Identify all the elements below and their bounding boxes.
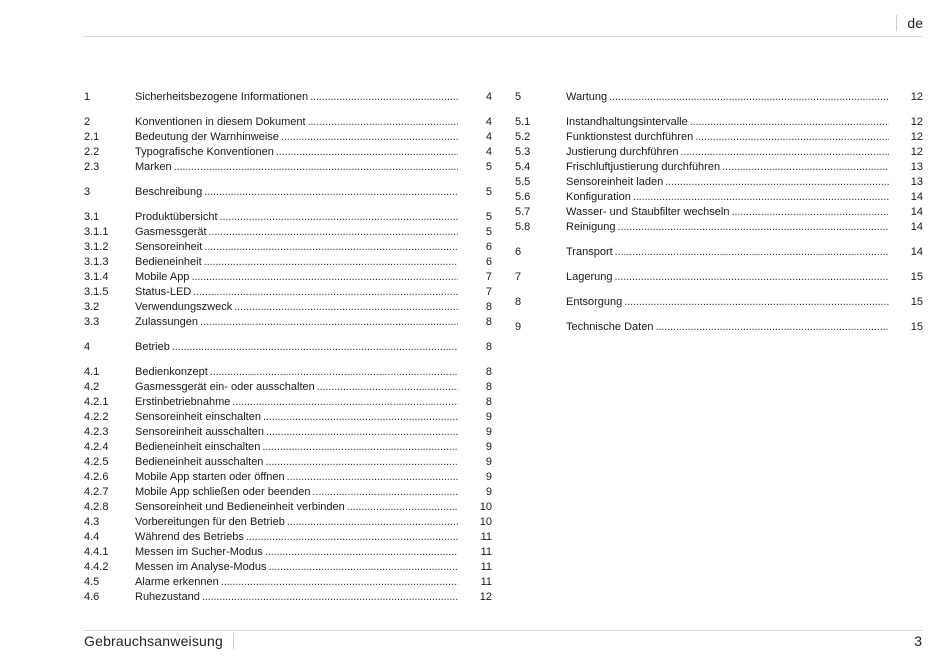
toc-entry-page: 5 <box>485 186 492 198</box>
toc-dot-leader <box>276 145 458 160</box>
toc-entry-title: Vorbereitungen für den Betrieb <box>135 516 285 528</box>
toc-entry-title-wrap <box>135 470 458 485</box>
toc-entry[interactable] <box>515 270 923 285</box>
toc-entry-title: Instandhaltungsintervalle <box>566 116 688 128</box>
toc-entry-title-wrap <box>135 340 458 355</box>
toc-entry[interactable] <box>84 530 492 545</box>
toc-dot-leader <box>204 255 458 270</box>
toc-entry-title-wrap <box>135 90 458 105</box>
toc-entry-number: 5.5 <box>515 176 531 188</box>
toc-dot-leader <box>317 380 458 395</box>
toc-entry[interactable] <box>515 220 923 235</box>
toc-entry-title: Messen im Sucher-Modus <box>135 546 263 558</box>
toc-dot-leader <box>313 485 458 500</box>
toc-entry-title: Bedieneinheit ausschalten <box>135 456 264 468</box>
toc-entry[interactable] <box>84 115 492 130</box>
toc-entry-number: 3.1.4 <box>84 271 109 283</box>
language-label: de <box>896 15 923 31</box>
toc-entry-page: 12 <box>910 116 923 128</box>
toc-entry-title-wrap <box>566 205 889 220</box>
toc-entry-title-wrap <box>135 590 458 605</box>
toc-dot-leader <box>210 365 458 380</box>
toc-entry-title-wrap <box>135 315 458 330</box>
toc-dot-leader <box>347 500 458 515</box>
toc-entry[interactable] <box>84 455 492 470</box>
toc-entry-page: 10 <box>479 501 492 513</box>
toc-entry-title-wrap <box>566 190 889 205</box>
toc-entry-title: Technische Daten <box>566 321 654 333</box>
toc-entry-title-wrap <box>135 255 458 270</box>
toc-entry-title: Sensoreinheit einschalten <box>135 411 261 423</box>
toc-entry-page: 4 <box>485 146 492 158</box>
toc-entry-title-wrap <box>135 560 458 575</box>
toc-entry-title: Frischluftjustierung durchführen <box>566 161 721 173</box>
toc-entry-page: 10 <box>479 516 492 528</box>
toc-entry-number: 9 <box>515 321 522 333</box>
toc-dot-leader <box>615 245 889 260</box>
toc-dot-leader <box>262 440 458 455</box>
toc-entry-title: Betrieb <box>135 341 170 353</box>
toc-entry-number: 3.1 <box>84 211 100 223</box>
toc-entry-title: Mobile App schließen oder beenden <box>135 486 311 498</box>
toc-entry-page: 15 <box>910 321 923 333</box>
toc-entry-title: Konventionen in diesem Dokument <box>135 116 306 128</box>
toc-entry-title: Lagerung <box>566 271 613 283</box>
toc-entry-page: 4 <box>485 131 492 143</box>
toc-entry[interactable] <box>84 425 492 440</box>
toc-entry-number: 1 <box>84 91 91 103</box>
toc-entry-title-wrap <box>566 295 889 310</box>
toc-entry-page: 9 <box>485 441 492 453</box>
toc-entry[interactable] <box>84 185 492 200</box>
toc-entry-title: Wasser- und Staubfilter wechseln <box>566 206 730 218</box>
toc-entry-number: 4.5 <box>84 576 100 588</box>
toc-entry-number: 3.1.3 <box>84 256 109 268</box>
toc-entry-page: 8 <box>485 301 492 313</box>
toc-entry[interactable] <box>84 340 492 355</box>
toc-entry-title: Ruhezustand <box>135 591 200 603</box>
toc-entry-page: 12 <box>910 146 923 158</box>
toc-entry-title-wrap <box>135 365 458 380</box>
toc-dot-leader <box>172 340 458 355</box>
toc-dot-leader <box>221 575 458 590</box>
toc-entry[interactable] <box>84 90 492 105</box>
toc-entry[interactable] <box>84 440 492 455</box>
toc-entry[interactable] <box>515 190 923 205</box>
toc-entry-title-wrap <box>566 175 889 190</box>
toc-dot-leader <box>281 130 458 145</box>
toc-entry[interactable] <box>84 315 492 330</box>
toc-entry-title-wrap <box>135 210 458 225</box>
toc-entry-page: 6 <box>485 241 492 253</box>
toc-entry-title-wrap <box>566 320 889 335</box>
toc-dot-leader <box>191 270 458 285</box>
toc-entry-number: 5.4 <box>515 161 531 173</box>
toc-entry-page: 14 <box>910 191 923 203</box>
toc-entry-page: 4 <box>485 91 492 103</box>
toc-entry-number: 3.1.1 <box>84 226 109 238</box>
toc-dot-leader <box>615 270 890 285</box>
toc-entry-title: Beschreibung <box>135 186 203 198</box>
toc-entry-title-wrap <box>135 380 458 395</box>
toc-entry-title-wrap <box>135 485 458 500</box>
toc-entry-number: 4.4 <box>84 531 100 543</box>
toc-entry-page: 8 <box>485 396 492 408</box>
toc-entry[interactable] <box>84 270 492 285</box>
toc-entry-page: 14 <box>910 221 923 233</box>
toc-entry[interactable] <box>84 575 492 590</box>
toc-entry-title: Justierung durchführen <box>566 146 679 158</box>
toc-entry-title: Mobile App starten oder öffnen <box>135 471 285 483</box>
toc-entry-number: 2.3 <box>84 161 100 173</box>
toc-entry-page: 5 <box>485 211 492 223</box>
toc-entry[interactable] <box>515 175 923 190</box>
toc-entry-number: 4 <box>84 341 91 353</box>
toc-entry-number: 4.2.5 <box>84 456 109 468</box>
toc-entry-page: 12 <box>479 591 492 603</box>
toc-column-right <box>515 90 923 335</box>
toc-entry-title: Entsorgung <box>566 296 623 308</box>
toc-entry-page: 9 <box>485 486 492 498</box>
toc-entry-number: 4.2.8 <box>84 501 109 513</box>
footer-document-title: Gebrauchsanweisung <box>84 633 234 649</box>
toc-entry-page: 5 <box>485 161 492 173</box>
toc-entry-number: 4.2.4 <box>84 441 109 453</box>
toc-entry[interactable] <box>84 380 492 395</box>
toc-entry-title-wrap <box>135 225 458 240</box>
toc-dot-leader <box>690 115 889 130</box>
toc-entry[interactable] <box>84 300 492 315</box>
toc-dot-leader <box>268 560 458 575</box>
toc-entry[interactable] <box>84 470 492 485</box>
toc-entry[interactable] <box>84 545 492 560</box>
toc-dot-leader <box>722 160 889 175</box>
toc-dot-leader <box>695 130 889 145</box>
toc-entry[interactable] <box>84 560 492 575</box>
toc-dot-leader <box>174 160 458 175</box>
toc-entry[interactable] <box>515 130 923 145</box>
toc-entry-title-wrap <box>135 575 458 590</box>
toc-entry-title-wrap <box>135 395 458 410</box>
toc-entry[interactable] <box>84 395 492 410</box>
toc-entry-number: 3.1.2 <box>84 241 109 253</box>
toc-entry[interactable] <box>515 320 923 335</box>
toc-entry[interactable] <box>515 115 923 130</box>
toc-entry-title-wrap <box>135 300 458 315</box>
toc-dot-leader <box>234 300 458 315</box>
toc-entry-title: Bedeutung der Warnhinweise <box>135 131 279 143</box>
toc-entry-title: Alarme erkennen <box>135 576 219 588</box>
toc-entry-page: 12 <box>910 91 923 103</box>
footer-divider <box>83 630 923 631</box>
toc-entry-title-wrap <box>566 115 889 130</box>
toc-entry-number: 4.2.2 <box>84 411 109 423</box>
toc-entry-number: 2.1 <box>84 131 100 143</box>
toc-entry[interactable] <box>84 145 492 160</box>
toc-entry-title: Status-LED <box>135 286 192 298</box>
toc-entry-number: 4.2.3 <box>84 426 109 438</box>
toc-entry-title: Mobile App <box>135 271 190 283</box>
toc-entry[interactable] <box>84 160 492 175</box>
footer-page-number: 3 <box>914 633 922 649</box>
toc-entry-title: Erstinbetriebnahme <box>135 396 231 408</box>
toc-entry[interactable] <box>84 590 492 605</box>
toc-entry-title-wrap <box>135 160 458 175</box>
toc-entry-title: Reinigung <box>566 221 616 233</box>
toc-entry-number: 6 <box>515 246 522 258</box>
toc-dot-leader <box>265 545 458 560</box>
toc-dot-leader <box>265 455 458 470</box>
toc-entry-title-wrap <box>135 515 458 530</box>
toc-entry-title: Typografische Konventionen <box>135 146 274 158</box>
toc-entry-title-wrap <box>135 410 458 425</box>
toc-entry[interactable] <box>84 485 492 500</box>
toc-entry-title: Konfiguration <box>566 191 631 203</box>
toc-entry-number: 5.8 <box>515 221 531 233</box>
toc-entry-title-wrap <box>135 145 458 160</box>
toc-dot-leader <box>246 530 458 545</box>
toc-dot-leader <box>308 115 458 130</box>
toc-entry-page: 11 <box>480 576 492 588</box>
toc-entry-title-wrap <box>135 425 458 440</box>
toc-entry-number: 3.2 <box>84 301 100 313</box>
toc-dot-leader <box>287 470 458 485</box>
toc-entry-number: 4.2.6 <box>84 471 109 483</box>
toc-entry-title: Zulassungen <box>135 316 198 328</box>
toc-entry-page: 11 <box>480 531 492 543</box>
toc-entry-number: 4.2.7 <box>84 486 109 498</box>
toc-entry-page: 8 <box>485 381 492 393</box>
toc-entry-title: Messen im Analyse-Modus <box>135 561 267 573</box>
toc-entry-title: Sensoreinheit laden <box>566 176 664 188</box>
toc-dot-leader <box>624 295 889 310</box>
toc-entry[interactable] <box>515 205 923 220</box>
toc-dot-leader <box>266 425 458 440</box>
toc-entry-page: 7 <box>485 271 492 283</box>
toc-entry-title-wrap <box>566 220 889 235</box>
toc-entry-title-wrap <box>566 245 889 260</box>
toc-dot-leader <box>731 205 889 220</box>
toc-entry-title-wrap <box>135 270 458 285</box>
toc-entry-title-wrap <box>566 145 889 160</box>
toc-entry-page: 15 <box>910 271 923 283</box>
toc-entry-page: 13 <box>910 176 923 188</box>
toc-dot-leader <box>232 395 458 410</box>
toc-entry-title: Bedienkonzept <box>135 366 208 378</box>
toc-entry-title: Sensoreinheit <box>135 241 203 253</box>
toc-entry-number: 5.1 <box>515 116 531 128</box>
toc-entry-title: Bedieneinheit einschalten <box>135 441 261 453</box>
toc-dot-leader <box>287 515 458 530</box>
toc-entry-title: Wartung <box>566 91 608 103</box>
toc-column-left <box>84 90 492 605</box>
toc-entry-number: 3.3 <box>84 316 100 328</box>
toc-dot-leader <box>633 190 889 205</box>
toc-entry-title: Verwendungszweck <box>135 301 233 313</box>
toc-entry-title-wrap <box>135 530 458 545</box>
toc-entry-number: 3 <box>84 186 91 198</box>
toc-entry-page: 8 <box>485 316 492 328</box>
toc-entry-number: 4.3 <box>84 516 100 528</box>
toc-entry[interactable] <box>84 210 492 225</box>
toc-dot-leader <box>204 240 458 255</box>
toc-entry-number: 5 <box>515 91 522 103</box>
toc-entry[interactable] <box>515 245 923 260</box>
toc-entry-title-wrap <box>135 545 458 560</box>
toc-entry[interactable] <box>515 90 923 105</box>
toc-entry-page: 8 <box>485 366 492 378</box>
toc-entry-title: Transport <box>566 246 613 258</box>
toc-entry-title-wrap <box>566 90 889 105</box>
toc-entry[interactable] <box>84 285 492 300</box>
toc-entry-page: 4 <box>485 116 492 128</box>
toc-entry[interactable] <box>515 145 923 160</box>
toc-entry-number: 2 <box>84 116 91 128</box>
toc-entry-title-wrap <box>135 285 458 300</box>
toc-dot-leader <box>609 90 889 105</box>
toc-dot-leader <box>193 285 458 300</box>
toc-entry-title-wrap <box>135 455 458 470</box>
toc-entry-title: Marken <box>135 161 172 173</box>
toc-entry[interactable] <box>515 160 923 175</box>
toc-entry-page: 9 <box>485 456 492 468</box>
toc-entry-title: Funktionstest durchführen <box>566 131 694 143</box>
toc-entry-number: 2.2 <box>84 146 100 158</box>
toc-entry-page: 11 <box>480 546 492 558</box>
toc-dot-leader <box>665 175 889 190</box>
toc-entry-number: 7 <box>515 271 522 283</box>
toc-entry-title-wrap <box>135 440 458 455</box>
toc-entry[interactable] <box>84 225 492 240</box>
toc-dot-leader <box>220 210 458 225</box>
toc-entry[interactable] <box>84 515 492 530</box>
toc-dot-leader <box>681 145 889 160</box>
toc-entry-title: Sensoreinheit und Bedieneinheit verbinden <box>135 501 345 513</box>
toc-dot-leader <box>310 90 458 105</box>
toc-entry-page: 7 <box>485 286 492 298</box>
toc-entry-title-wrap <box>566 160 889 175</box>
toc-entry-title-wrap <box>566 130 889 145</box>
toc-dot-leader <box>202 590 458 605</box>
toc-entry-page: 8 <box>485 341 492 353</box>
toc-entry-title: Während des Betriebs <box>135 531 244 543</box>
toc-entry-title-wrap <box>135 115 458 130</box>
toc-dot-leader <box>200 315 458 330</box>
toc-entry-page: 14 <box>910 246 923 258</box>
toc-entry-title: Gasmessgerät ein- oder ausschalten <box>135 381 315 393</box>
toc-entry-page: 6 <box>485 256 492 268</box>
toc-entry-page: 15 <box>910 296 923 308</box>
toc-entry-title: Gasmessgerät <box>135 226 207 238</box>
toc-entry-page: 9 <box>485 411 492 423</box>
header-divider <box>83 36 923 37</box>
toc-entry-page: 14 <box>910 206 923 218</box>
toc-entry-number: 4.4.1 <box>84 546 109 558</box>
toc-entry-page: 13 <box>910 161 923 173</box>
toc-entry-title: Sensoreinheit ausschalten <box>135 426 265 438</box>
toc-entry[interactable] <box>515 295 923 310</box>
toc-entry-page: 9 <box>485 471 492 483</box>
toc-entry-page: 5 <box>485 226 492 238</box>
toc-entry-title: Bedieneinheit <box>135 256 202 268</box>
toc-entry-page: 9 <box>485 426 492 438</box>
toc-entry-number: 5.6 <box>515 191 531 203</box>
toc-entry-number: 5.7 <box>515 206 531 218</box>
toc-dot-leader <box>263 410 458 425</box>
toc-entry-title-wrap <box>566 270 889 285</box>
toc-dot-leader <box>618 220 889 235</box>
toc-dot-leader <box>655 320 889 335</box>
toc-entry-title-wrap <box>135 185 458 200</box>
toc-entry-page: 11 <box>480 561 492 573</box>
toc-entry[interactable] <box>84 255 492 270</box>
toc-entry-number: 4.6 <box>84 591 100 603</box>
toc-entry-number: 3.1.5 <box>84 286 109 298</box>
toc-entry-number: 4.2.1 <box>84 396 109 408</box>
toc-entry[interactable] <box>84 240 492 255</box>
toc-entry-number: 4.1 <box>84 366 100 378</box>
toc-entry-number: 5.3 <box>515 146 531 158</box>
toc-entry-title-wrap <box>135 130 458 145</box>
toc-entry-number: 4.4.2 <box>84 561 109 573</box>
toc-entry-title-wrap <box>135 500 458 515</box>
toc-entry-title: Produktübersicht <box>135 211 218 223</box>
toc-entry-title-wrap <box>135 240 458 255</box>
toc-entry[interactable] <box>84 410 492 425</box>
toc-entry[interactable] <box>84 130 492 145</box>
toc-entry-number: 4.2 <box>84 381 100 393</box>
toc-entry-number: 8 <box>515 296 522 308</box>
toc-entry[interactable] <box>84 365 492 380</box>
toc-entry-title: Sicherheitsbezogene Informationen <box>135 91 309 103</box>
toc-dot-leader <box>204 185 458 200</box>
toc-entry-number: 5.2 <box>515 131 531 143</box>
toc-dot-leader <box>209 225 458 240</box>
toc-entry-page: 12 <box>910 131 923 143</box>
toc-entry[interactable] <box>84 500 492 515</box>
